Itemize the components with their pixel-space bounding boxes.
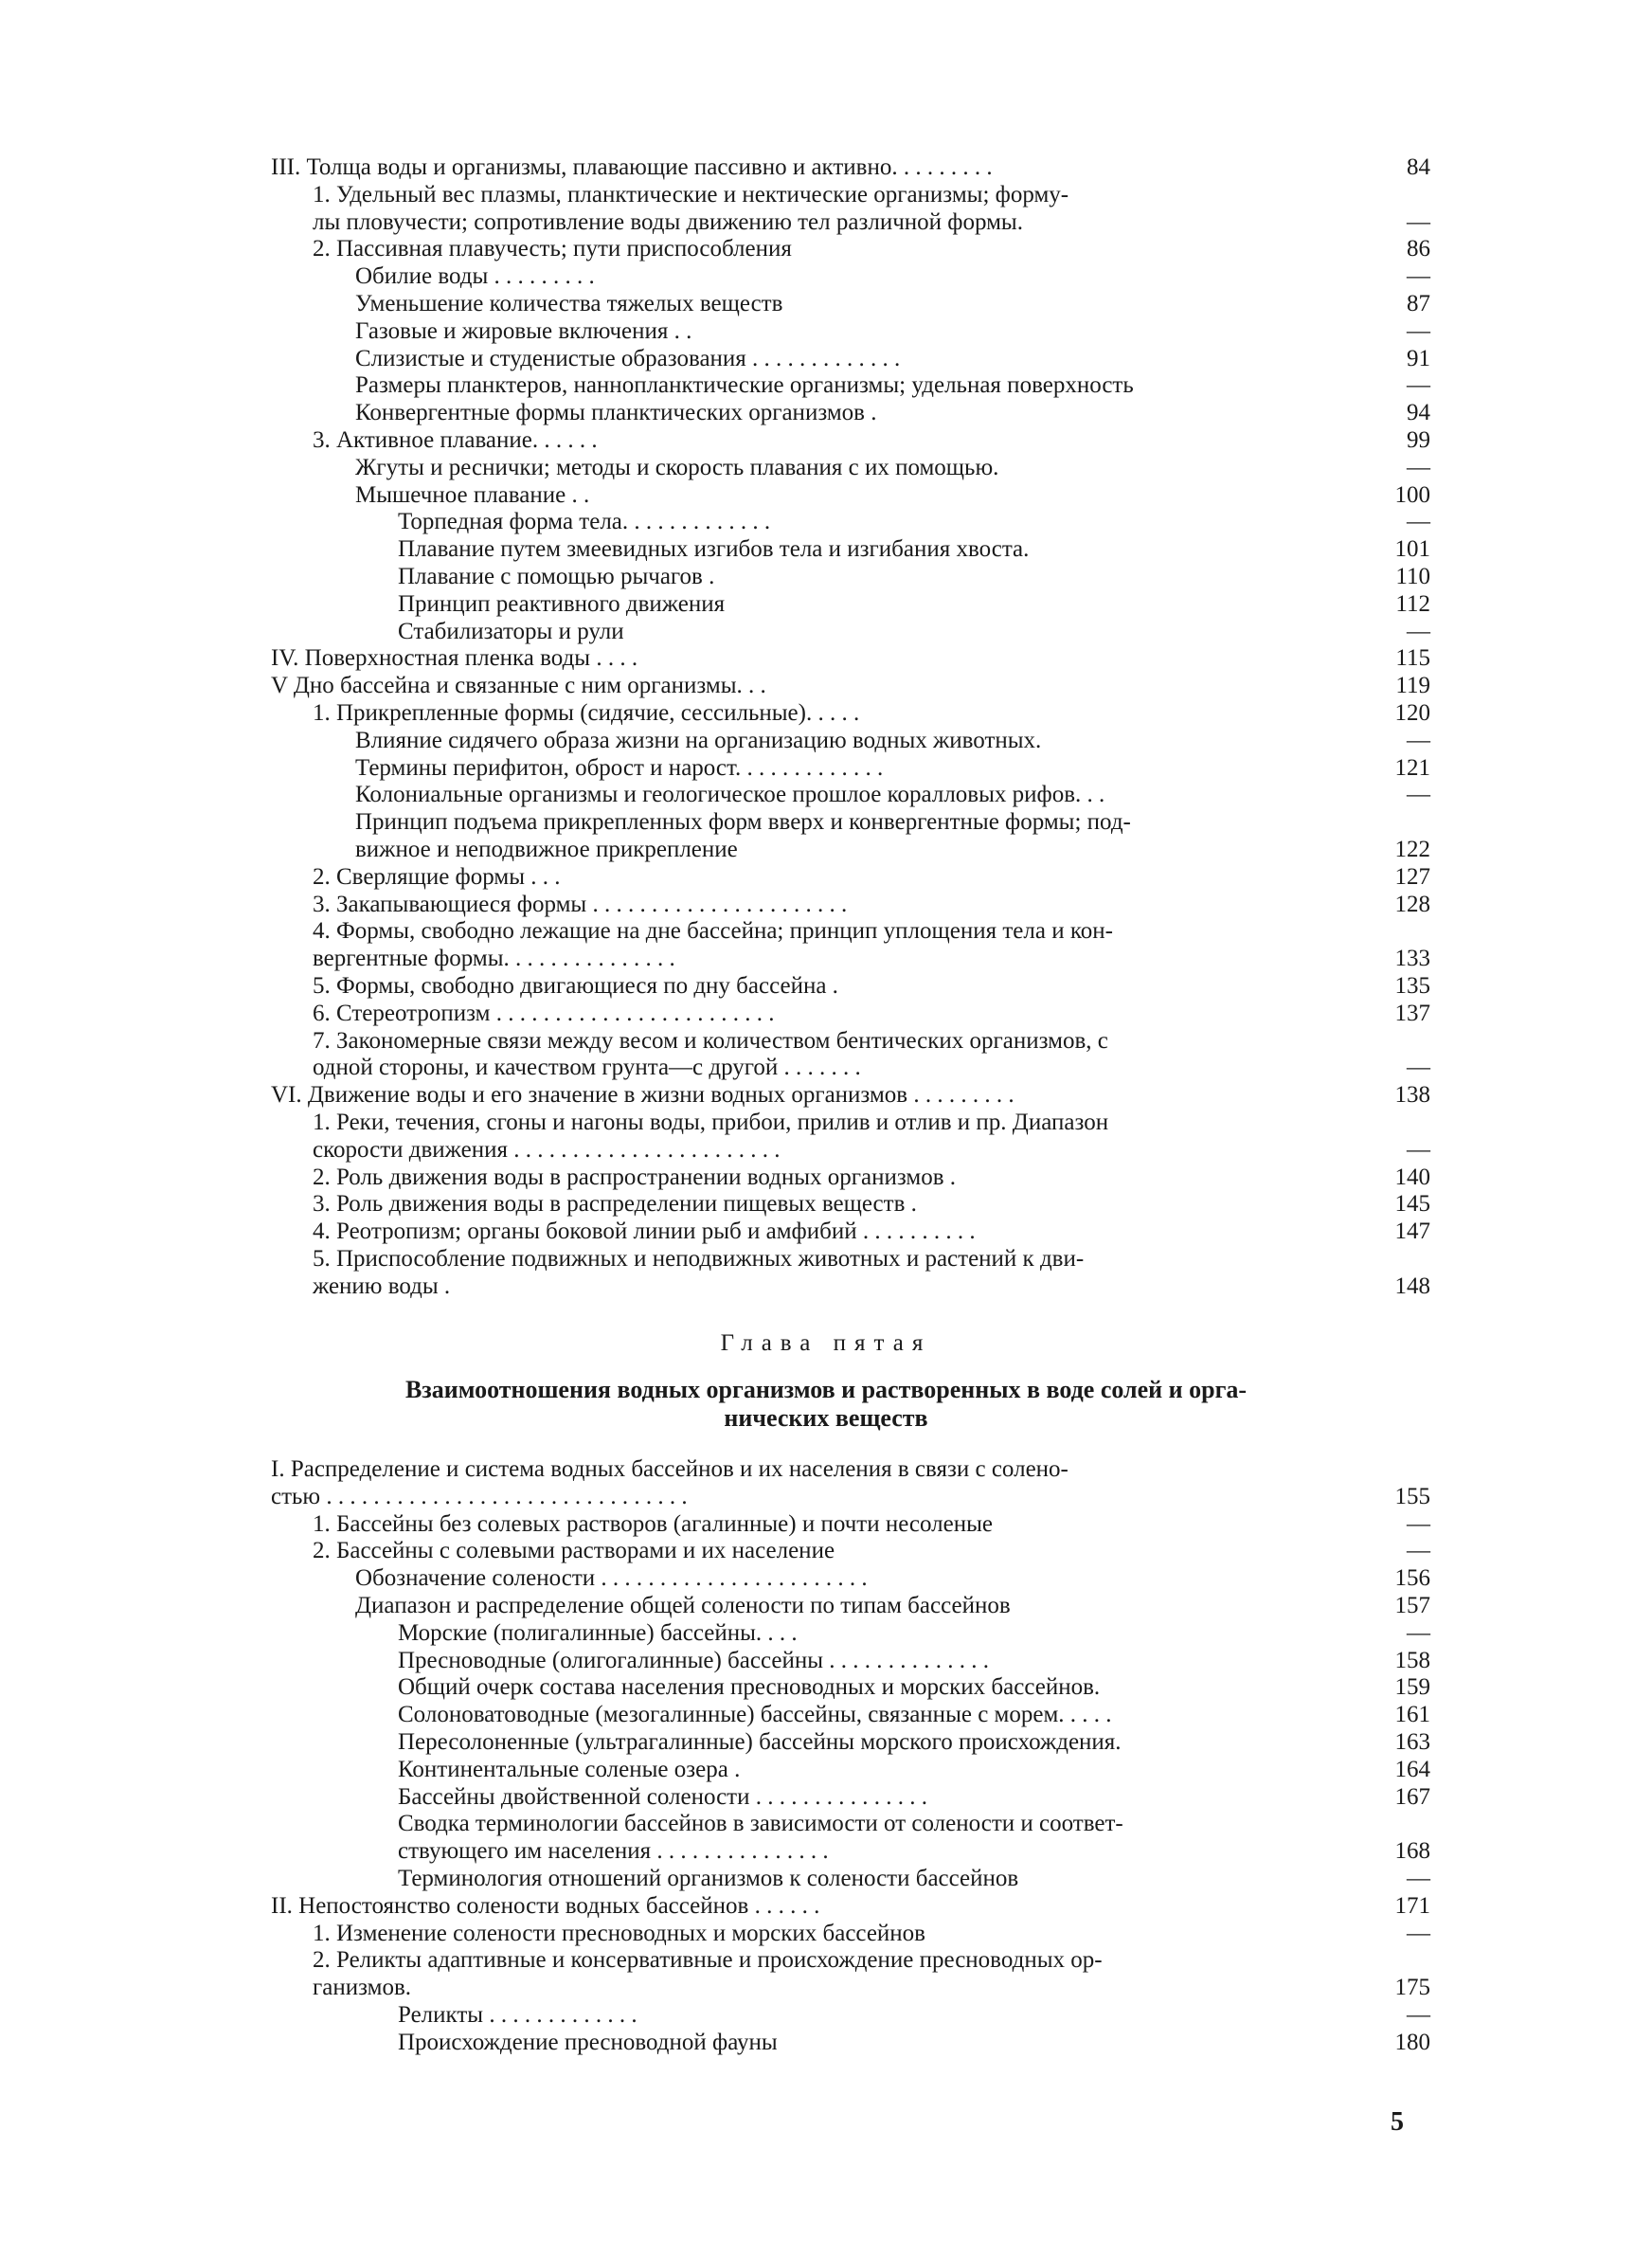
- toc-entry: [0, 427, 1652, 454]
- toc-entry-page: 159: [1394, 1674, 1430, 1701]
- toc-entry-title: 1. Бассейны без солевых растворов (агалинные) и почти несоленые: [313, 1510, 994, 1537]
- toc-entry: [0, 1784, 1652, 1811]
- toc-entry-title: 1. Реки, течения, сгоны и нагоны воды, прибои, прилив и отлив и пр. Диапазон: [313, 1110, 1109, 1135]
- chapter-title-line-1: Взаимоотношения водных организмов и растворенных в воде солей и орга-: [404, 1376, 1248, 1403]
- toc-entry: [0, 2002, 1652, 2029]
- toc-entry-page: 110: [1395, 564, 1430, 589]
- toc-entry: [0, 1246, 1652, 1273]
- toc-entry: [0, 318, 1652, 345]
- toc-entry-title: Принцип реактивного движения: [398, 590, 726, 617]
- toc-entry-title: II. Непостоянство солености водных бассейнов . . . . . .: [271, 1892, 820, 1919]
- toc-entry: [0, 1565, 1652, 1592]
- toc-entry-title: 2. Сверлящие формы . . .: [313, 863, 561, 890]
- toc-entry-page: 161: [1394, 1702, 1430, 1728]
- toc-entry: [0, 1191, 1652, 1218]
- toc-entry-title: Сводка терминологии бассейнов в зависимости от солености и соответ-: [398, 1811, 1123, 1837]
- toc-entry-title: Влияние сидячего образа жизни на организацию водных животных.: [355, 727, 1042, 753]
- chapter-label: Глава пятая: [720, 1330, 932, 1356]
- toc-entry: [0, 1456, 1652, 1483]
- toc-entry: [0, 346, 1652, 372]
- toc-entry: [0, 1273, 1652, 1300]
- toc-entry-title: 3. Активное плавание. . . . . .: [313, 427, 598, 453]
- toc-entry-title: Общий очерк состава населения пресноводных и морских бассейнов.: [398, 1674, 1101, 1701]
- toc-entry-title: III. Толща воды и организмы, плавающие пассивно и активно. . . . . . . . .: [271, 154, 993, 180]
- toc-entry: [0, 1001, 1652, 1027]
- toc-entry-title: Солоноватоводные (мезогалинные) бассейны, связанные с морем. . . . .: [398, 1702, 1112, 1728]
- toc-entry-title: Торпедная форма тела. . . . . . . . . . . . .: [398, 509, 771, 535]
- toc-entry-page: 171: [1394, 1892, 1430, 1919]
- toc-entry: [0, 1729, 1652, 1756]
- toc-entry: [0, 1538, 1652, 1564]
- toc-entry-title: 3. Роль движения воды в распределении пищевых веществ .: [313, 1191, 917, 1218]
- toc-entry: [0, 1838, 1652, 1865]
- toc-entry: [0, 1484, 1652, 1510]
- toc-entry-page: —: [1407, 263, 1430, 290]
- toc-entry: [0, 1947, 1652, 1974]
- toc-entry-page: 180: [1394, 2029, 1430, 2055]
- toc-entry-title: Слизистые и студенистые образования . . . . . . . . . . . . .: [355, 345, 901, 371]
- toc-entry: [0, 700, 1652, 727]
- toc-entry-title: 6. Стереотропизм . . . . . . . . . . . . . . . . . . . . . . . .: [313, 1000, 775, 1026]
- toc-entry-page: 164: [1394, 1756, 1430, 1782]
- toc-entry-title: Обозначение солености . . . . . . . . . . . . . . . . . . . . . . .: [355, 1565, 868, 1592]
- toc-entry-title: Бассейны двойственной солености . . . . . . . . . . . . . . .: [398, 1783, 927, 1810]
- toc-entry: [0, 619, 1652, 645]
- toc-entry: [0, 1757, 1652, 1783]
- toc-entry: [0, 755, 1652, 782]
- toc-entry-page: 175: [1394, 1975, 1430, 2001]
- toc-entry-title: Конвергентные формы планктических организмов .: [355, 400, 877, 426]
- toc-entry-page: 128: [1394, 891, 1430, 917]
- toc-entry-page: 115: [1395, 645, 1430, 672]
- toc-entry-page: —: [1407, 782, 1430, 808]
- toc-entry-page: 99: [1407, 427, 1430, 453]
- toc-entry-title: 1. Прикрепленные формы (сидячие, сессильные). . . . .: [313, 700, 860, 726]
- toc-entry-page: 94: [1407, 400, 1430, 426]
- toc-entry-page: —: [1407, 509, 1430, 535]
- toc-entry: [0, 673, 1652, 699]
- toc-entry-title: вергентные формы. . . . . . . . . . . . . . .: [313, 946, 675, 972]
- toc-entry-page: 140: [1394, 1164, 1430, 1190]
- toc-entry: [0, 809, 1652, 836]
- toc-entry-title: 2. Бассейны с солевыми растворами и их население: [313, 1538, 835, 1564]
- toc-entry: [0, 1975, 1652, 2001]
- toc-entry-title: Стабилизаторы и рули: [398, 618, 624, 644]
- toc-entry-title: IV. Поверхностная пленка воды . . . .: [271, 645, 638, 672]
- toc-entry-title: 5. Формы, свободно двигающиеся по дну бассейна .: [313, 973, 838, 999]
- toc-entry-page: —: [1407, 1136, 1430, 1163]
- toc-entry-page: 84: [1407, 154, 1430, 180]
- toc-entry-title: 1. Удельный вес плазмы, планктические и нектические организмы; форму-: [313, 181, 1069, 208]
- toc-entry: [0, 291, 1652, 317]
- toc-entry-page: 86: [1407, 236, 1430, 262]
- toc-entry-title: Пресноводные (олигогалинные) бассейны . . . . . . . . . . . . . .: [398, 1647, 989, 1673]
- toc-entry-page: 122: [1394, 837, 1430, 862]
- toc-entry: [0, 1165, 1652, 1191]
- toc-entry-title: Плавание путем змеевидных изгибов тела и изгибания хвоста.: [398, 536, 1030, 563]
- toc-entry: [0, 1028, 1652, 1055]
- toc-entry: [0, 864, 1652, 891]
- toc-entry-page: 167: [1394, 1783, 1430, 1810]
- toc-entry-page: 148: [1394, 1273, 1430, 1299]
- toc-entry-title: 1. Изменение солености пресноводных и морских бассейнов: [313, 1920, 925, 1946]
- toc-entry: [0, 946, 1652, 972]
- toc-entry-title: 3. Закапывающиеся формы . . . . . . . . . . . . . . . . . . . . . .: [313, 891, 848, 917]
- toc-entry: [0, 892, 1652, 918]
- toc-entry: [0, 1648, 1652, 1674]
- toc-entry: [0, 263, 1652, 290]
- toc-entry: [0, 645, 1652, 672]
- toc-entry-title: ствующего им населения . . . . . . . . . . . . . . .: [398, 1838, 829, 1865]
- toc-entry-title: Континентальные соленые озера .: [398, 1756, 741, 1782]
- toc-entry: [0, 973, 1652, 1000]
- toc-entry-title: одной стороны, и качеством грунта—с другой . . . . . . .: [313, 1055, 861, 1081]
- toc-entry-page: 163: [1394, 1729, 1430, 1755]
- toc-entry-page: 120: [1394, 700, 1430, 726]
- toc-entry-title: 2. Реликты адаптивные и консервативные и происхождение пресноводных ор-: [313, 1947, 1103, 1974]
- toc-entry-page: 127: [1394, 863, 1430, 890]
- toc-entry: [0, 209, 1652, 236]
- toc-entry-title: Терминология отношений организмов к солености бассейнов: [398, 1866, 1019, 1891]
- toc-entry-page: 112: [1395, 590, 1430, 617]
- toc-entry-title: скорости движения . . . . . . . . . . . . . . . . . . . . . . .: [313, 1136, 781, 1163]
- toc-entry: [0, 1620, 1652, 1647]
- toc-entry: [0, 1082, 1652, 1109]
- toc-entry-title: Происхождение пресноводной фауны: [398, 2029, 778, 2055]
- toc-entry-title: 4. Реотропизм; органы боковой линии рыб и амфибий . . . . . . . . . .: [313, 1219, 976, 1245]
- toc-entry-page: 145: [1394, 1191, 1430, 1218]
- toc-entry-title: 2. Пассивная плавучесть; пути приспособления: [313, 236, 792, 262]
- toc-entry-page: 87: [1407, 291, 1430, 316]
- toc-entry-page: —: [1407, 2002, 1430, 2028]
- toc-entry-page: 137: [1394, 1000, 1430, 1026]
- toc-entry: [0, 1137, 1652, 1164]
- toc-entry-page: 100: [1394, 481, 1430, 508]
- toc-entry: [0, 400, 1652, 426]
- toc-entry: [0, 1893, 1652, 1920]
- toc-entry-page: —: [1407, 1055, 1430, 1081]
- toc-entry-page: 147: [1394, 1219, 1430, 1245]
- toc-entry-title: Диапазон и распределение общей солености по типам бассейнов: [355, 1593, 1011, 1618]
- toc-entry-title: Плавание с помощью рычагов .: [398, 564, 715, 589]
- toc-entry: [0, 154, 1652, 181]
- toc-entry: [0, 1866, 1652, 1892]
- toc-entry-title: 2. Роль движения воды в распространении водных организмов .: [313, 1164, 957, 1190]
- toc-entry-page: 119: [1395, 673, 1430, 699]
- toc-entry-page: —: [1407, 1866, 1430, 1891]
- toc-entry-page: —: [1407, 618, 1430, 644]
- toc-entry: [0, 372, 1652, 399]
- toc-entry-page: 121: [1394, 754, 1430, 781]
- toc-entry-page: 138: [1394, 1082, 1430, 1109]
- toc-entry-page: 133: [1394, 946, 1430, 972]
- toc-entry: [0, 182, 1652, 208]
- toc-entry-title: Мышечное плавание . .: [355, 481, 590, 508]
- toc-entry-page: —: [1407, 1619, 1430, 1646]
- toc-entry: [0, 1593, 1652, 1619]
- toc-entry: [0, 1921, 1652, 1947]
- toc-entry-title: Принцип подъема прикрепленных форм вверх и конвергентные формы; под-: [355, 809, 1131, 836]
- toc-entry: [0, 591, 1652, 618]
- toc-entry: [0, 1702, 1652, 1728]
- toc-entry: [0, 918, 1652, 945]
- toc-entry-page: —: [1407, 1510, 1430, 1537]
- toc-entry: [0, 564, 1652, 590]
- toc-entry-title: Обилие воды . . . . . . . . .: [355, 263, 595, 290]
- toc-entry-title: VI. Движение воды и его значение в жизни водных организмов . . . . . . . . .: [271, 1082, 1015, 1109]
- toc-entry-page: —: [1407, 454, 1430, 480]
- toc-entry-title: лы пловучести; сопротивление воды движению тел различной формы.: [313, 208, 1023, 235]
- toc-entry-page: 91: [1407, 345, 1430, 371]
- toc-entry: [0, 1055, 1652, 1081]
- toc-entry-title: 7. Закономерные связи между весом и количеством бентических организмов, с: [313, 1027, 1108, 1054]
- toc-entry-page: 156: [1394, 1565, 1430, 1592]
- toc-entry-title: 4. Формы, свободно лежащие на дне бассейна; принцип уплощения тела и кон-: [313, 918, 1113, 945]
- toc-entry-title: жению воды .: [313, 1273, 451, 1299]
- toc-entry: [0, 1219, 1652, 1245]
- toc-entry: [0, 1811, 1652, 1837]
- toc-entry-page: —: [1407, 372, 1430, 399]
- toc-entry-title: Размеры планктеров, наннопланктические организмы; удельная поверхность: [355, 372, 1134, 399]
- toc-entry-title: Реликты . . . . . . . . . . . . .: [398, 2002, 637, 2028]
- toc-entry-page: —: [1407, 1920, 1430, 1946]
- toc-entry: [0, 2030, 1652, 2056]
- toc-entry-title: I. Распределение и система водных бассейнов и их населения в связи с солено-: [271, 1456, 1068, 1482]
- toc-entry: [0, 455, 1652, 481]
- toc-entry-page: 158: [1394, 1647, 1430, 1673]
- toc-entry-title: 5. Приспособление подвижных и неподвижных животных и растений к дви-: [313, 1246, 1085, 1272]
- toc-entry-title: Уменьшение количества тяжелых веществ: [355, 291, 783, 316]
- toc-entry: [0, 482, 1652, 509]
- toc-entry-page: 168: [1394, 1838, 1430, 1865]
- toc-entry: [0, 236, 1652, 262]
- toc-entry: [0, 536, 1652, 563]
- toc-entry-title: Жгуты и реснички; методы и скорость плавания с их помощью.: [355, 454, 999, 480]
- toc-entry-page: —: [1407, 208, 1430, 235]
- toc-entry-page: 157: [1394, 1593, 1430, 1618]
- toc-entry: [0, 782, 1652, 808]
- toc-entry: [0, 728, 1652, 754]
- toc-entry-title: стью . . . . . . . . . . . . . . . . . . . . . . . . . . . . . . .: [271, 1483, 688, 1509]
- toc-entry: [0, 1511, 1652, 1538]
- toc-entry-title: V Дно бассейна и связанные с ним организмы. . .: [271, 673, 766, 699]
- toc-entry-page: —: [1407, 317, 1430, 344]
- toc-entry-title: Морские (полигалинные) бассейны. . . .: [398, 1619, 798, 1646]
- toc-entry-title: Газовые и жировые включения . .: [355, 317, 692, 344]
- toc-entry: [0, 1110, 1652, 1136]
- toc-entry-title: Термины перифитон, оброст и нарост. . . . . . . . . . . . .: [355, 754, 884, 781]
- page-number: 5: [1391, 2107, 1404, 2137]
- toc-entry-page: —: [1407, 1538, 1430, 1564]
- toc-entry-page: 101: [1394, 536, 1430, 563]
- chapter-title-line-2: нических веществ: [724, 1404, 928, 1432]
- toc-entry-page: 155: [1394, 1483, 1430, 1509]
- toc-entry: [0, 1674, 1652, 1701]
- toc-entry-title: Колониальные организмы и геологическое прошлое коралловых рифов. . .: [355, 782, 1105, 808]
- toc-entry: [0, 509, 1652, 535]
- toc-entry-page: 135: [1394, 973, 1430, 999]
- toc-entry: [0, 837, 1652, 863]
- toc-entry-title: вижное и неподвижное прикрепление: [355, 837, 738, 862]
- toc-entry-title: ганизмов.: [313, 1975, 412, 2001]
- toc-entry-title: Пересолоненные (ультрагалинные) бассейны морского происхождения.: [398, 1729, 1122, 1755]
- toc-entry-page: —: [1407, 727, 1430, 753]
